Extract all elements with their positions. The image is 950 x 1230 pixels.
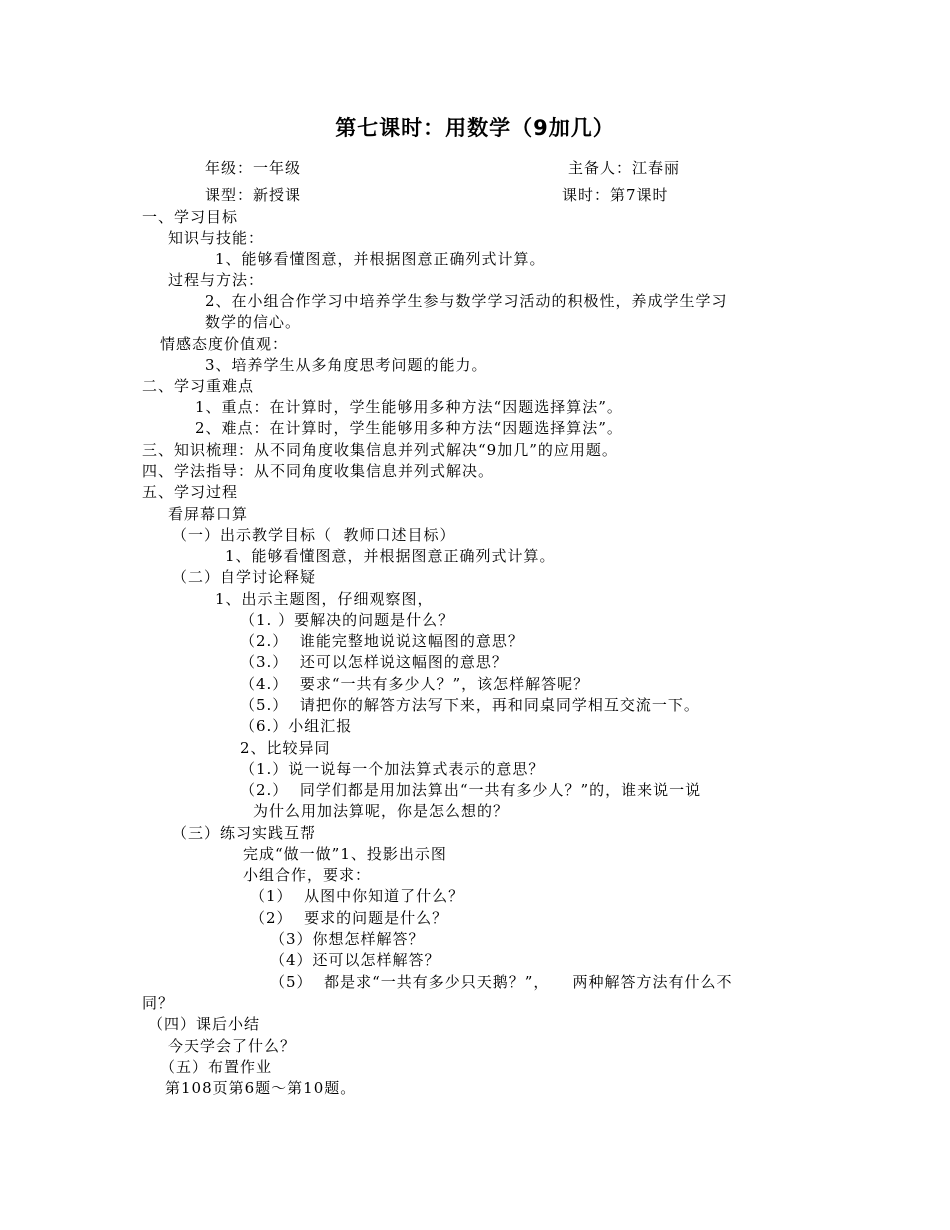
body-line: 为什么用加法算呢，你是怎么想的？	[253, 802, 510, 820]
section-heading: 四、学法指导：从不同角度收集信息并列式解决。	[142, 462, 495, 480]
section-heading: 二、学习重难点	[142, 377, 255, 395]
sub-heading: 过程与方法：	[168, 271, 265, 289]
sub-heading: （四）课后小结	[148, 1015, 261, 1033]
body-line: 数学的信心。	[205, 313, 302, 331]
list-item: （1） 从图中你知道了什么？	[250, 887, 465, 905]
sub-heading: （二）自学讨论释疑	[172, 568, 317, 586]
sub-heading: 知识与技能：	[168, 229, 265, 247]
period-label: 课时：第7课时	[562, 186, 669, 204]
page-title: 第七课时：用数学（9加几）	[335, 116, 615, 140]
sub-heading: （一）出示教学目标（ 教师口述目标）	[172, 526, 456, 544]
preparer-label: 主备人：江春丽	[568, 159, 681, 177]
grade-label: 年级：一年级	[205, 159, 302, 177]
list-item: （2） 要求的问题是什么？	[250, 909, 449, 927]
body-line: 同？	[142, 994, 175, 1012]
list-item: （6.）小组汇报	[240, 717, 353, 735]
list-item: （5.） 请把你的解答方法写下来，再和同桌同学相互交流一下。	[240, 696, 700, 714]
body-line: 2、在小组合作学习中培养学生参与数学学习活动的积极性，养成学生学习	[205, 292, 728, 310]
body-line: 看屏幕口算	[168, 505, 249, 523]
list-item: （3.） 还可以怎样说这幅图的意思？	[240, 653, 508, 671]
list-item: （2.） 同学们都是用加法算出“一共有多少人？”的，谁来说一说	[240, 781, 702, 799]
section-heading: 三、知识梳理：从不同角度收集信息并列式解决“9加几”的应用题。	[142, 441, 618, 459]
list-item: （1.）说一说每一个加法算式表示的意思？	[240, 760, 545, 778]
body-line: 1、能够看懂图意，并根据图意正确列式计算。	[225, 547, 556, 565]
body-line: 3、培养学生从多角度思考问题的能力。	[205, 356, 488, 374]
list-item: （2.） 谁能完整地说说这幅图的意思？	[240, 632, 524, 650]
body-line: 2、难点：在计算时，学生能够用多种方法“因题选择算法”。	[195, 419, 623, 437]
body-line: 2、比较异同	[240, 739, 331, 757]
list-item: （5） 都是求“一共有多少只天鹅？”， 两种解答方法有什么不	[270, 973, 733, 991]
list-item: （1. ）要解决的问题是什么？	[240, 611, 455, 629]
body-line: 1、重点：在计算时，学生能够用多种方法“因题选择算法”。	[195, 398, 623, 416]
body-line: 1、能够看懂图意，并根据图意正确列式计算。	[215, 250, 546, 268]
body-line: 完成“做一做”1、投影出示图	[243, 845, 447, 863]
body-line: 1、出示主题图，仔细观察图，	[215, 590, 434, 608]
sub-heading: （五）布置作业	[160, 1058, 273, 1076]
list-item: （4.） 要求“一共有多少人？”，该怎样解答呢？	[240, 675, 590, 693]
body-line: 第108页第6题～第10题。	[165, 1079, 357, 1097]
sub-heading: （三）练习实践互帮	[172, 824, 317, 842]
body-line: 今天学会了什么？	[168, 1037, 297, 1055]
lesson-type-label: 课型：新授课	[205, 186, 302, 204]
body-line: 小组合作，要求：	[243, 866, 372, 884]
list-item: （3）你想怎样解答？	[270, 930, 425, 948]
section-heading: 一、学习目标	[142, 208, 239, 226]
list-item: （4）还可以怎样解答？	[270, 951, 441, 969]
sub-heading: 情感态度价值观：	[160, 335, 289, 353]
section-heading: 五、学习过程	[142, 483, 239, 501]
